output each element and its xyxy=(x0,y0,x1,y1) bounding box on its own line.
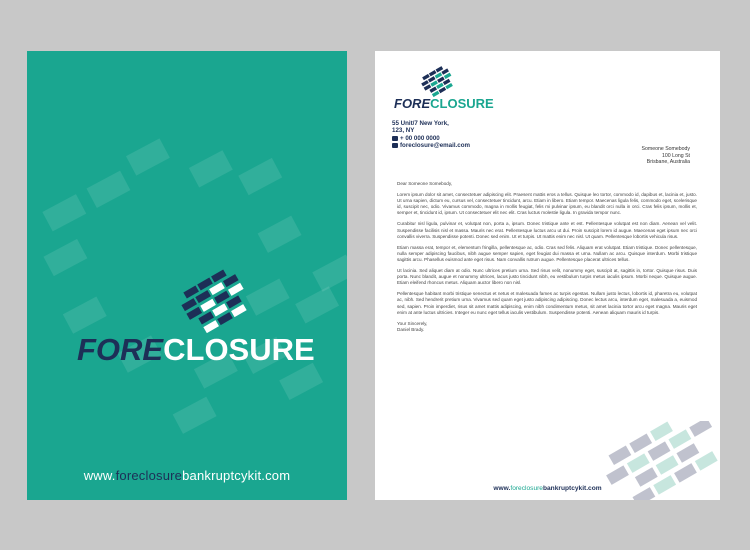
cover-brand-fore: FORE xyxy=(77,332,164,367)
letter-paragraph-5: Pellentesque habitant morbi tristique senectus et netus et malesuada fames ac turpis egestas. Nullam justo lectus, lobortis id, pharetra eu, volutpat ac, nibh. Sed hendrerit pretium urna. Vivamus sed quam eget justo adipiscing adipiscing. Donec lectus arcu, interdum eget, malesuada a, euismod sed, sapien. Proin imperdiet, risus sit amet mattis adipiscing, enim nibh condimentum metus, sit amet lacinia tortor arcu eget magna. Mauris eget enim at ante luctus ultricies. Integer eu nunc eget tellus iaculis vestibulum. Suspendisse potenti. Aenean aliquam mauris id turpis. xyxy=(397,291,697,315)
cover-url-suffix: bankruptcykit.com xyxy=(182,468,291,483)
letterhead-url-prefix: www. xyxy=(493,485,511,492)
address-line-1: 55 Unit/7 New York, xyxy=(392,120,449,127)
cover-sheet xyxy=(27,51,347,500)
letter-paragraph-2: Curabitur nisl ligula, pulvinar et, volutpat non, porta a, ipsum. Donec tristique ante et est. Pellentesque volutpat est non diam. Aenean vel velit. Suspendisse facilisis nisl et massa. Mauris nec erat. Pellentesque luctus arcu ut dui. Proin suscipit lorem id augue. Maecenas eget ipsum nec orci convallis viverra. Suspendisse potenti. Donec sed enim. Ut et turpis. Ut mattis enim nec nisl. Ut quam. Pellentesque lobortis vehicula risus. xyxy=(397,221,697,239)
letterhead-brand-closure: CLOSURE xyxy=(430,96,494,111)
letterhead-brand-wordmark xyxy=(394,96,494,111)
cover-url-prefix: www. xyxy=(83,468,116,483)
letter-body xyxy=(397,181,697,333)
cover-url-highlight: foreclosure xyxy=(115,468,183,483)
phone-row xyxy=(392,135,470,142)
sender-address-block xyxy=(392,120,470,150)
letterhead-url-suffix: bankruptcykit.com xyxy=(542,485,602,492)
letter-paragraph-1: Lorem ipsum dolor sit amet, consectetuer adipiscing elit. Praesent mattis eros a tellus. Quisque leo tortor, commodo id, dapibus et, lacinia et, justo. Ut urna sapien, dictum eu, cursus vel, consectetuer tincidunt, arcu. Etiam in libero. Etiam tempor. Maecenas ligula felis, commodo eget, scelerisque id, suscipit nec, odio. Vivamus commodo, magna in mollis feugiat, felis mi pulvinar ipsum, eu blandit orci nulla in orci. Cras felis ipsum, mollis et, semper et, tincidunt id, ipsum. Ut consectetuer elit nec elit. Cras luctus molestie ligula. In gravida tempor nunc. xyxy=(397,192,697,216)
phone-number: + 00 000 0000 xyxy=(400,134,440,142)
recipient-address-block xyxy=(642,146,690,166)
letterhead-sheet xyxy=(375,51,720,500)
letterhead-brand-fore: FORE xyxy=(394,96,431,111)
address-line-2: 123, NY xyxy=(392,127,415,135)
letterhead-website-url xyxy=(375,485,720,492)
letter-greeting: Dear Someone Somebody, xyxy=(397,181,453,186)
letterhead-logo-mark-icon xyxy=(419,64,457,97)
letter-paragraph-4: Ut lacinia. Sed aliquet diam at odio. Nunc ultrices pretium urna. Sed risus velit, nonummy eget, suscipit at, sagittis in, tortor. Quisque risus. Duis porta. Nunc blandit, augue et nonummy ultrices, lacus justo tincidunt nibh, eu vestibulum turpis metus iaculis ipsum. Morbi neque. Quisque augue. Etiam eleifend rhoncus metus. Aliquam auctor libero non nisl. xyxy=(397,268,697,286)
recipient-city: Brisbane, Australia xyxy=(646,159,690,166)
cover-brand-closure: CLOSURE xyxy=(163,332,315,367)
cover-brand-wordmark xyxy=(77,332,337,368)
email-address: foreclosure@email.com xyxy=(400,142,470,150)
cover-logo-mark-icon xyxy=(177,265,255,333)
email-icon xyxy=(392,143,398,148)
recipient-street: 100 Long St xyxy=(662,152,690,159)
letter-paragraph-3: Etiam massa erat, tempor et, elementum fringilla, pellentesque ac, odio. Cras sed felis. Aliquam erat volutpat. Etiam tristique. Donec pellentesque, nulla semper adipiscing faucibus, nibh augue semper sapien, eget feugiat dui massa et urna. Nullam ac arcu. Quisque interdum. Morbi tristique sagittis arcu. Phasellus euismod ante eget risus. Nam convallis rutrum augue. Pellentesque placerat ultrices tellus. xyxy=(397,244,697,262)
letterhead-url-highlight: foreclosure xyxy=(510,485,543,492)
cover-website-url xyxy=(27,468,347,483)
letter-closing: Your Sincerely, xyxy=(397,320,428,326)
letter-signature: Daniel Brady. xyxy=(397,326,425,332)
phone-icon xyxy=(392,136,398,141)
email-row xyxy=(392,142,470,149)
recipient-name: Someone Somebody xyxy=(641,146,690,152)
